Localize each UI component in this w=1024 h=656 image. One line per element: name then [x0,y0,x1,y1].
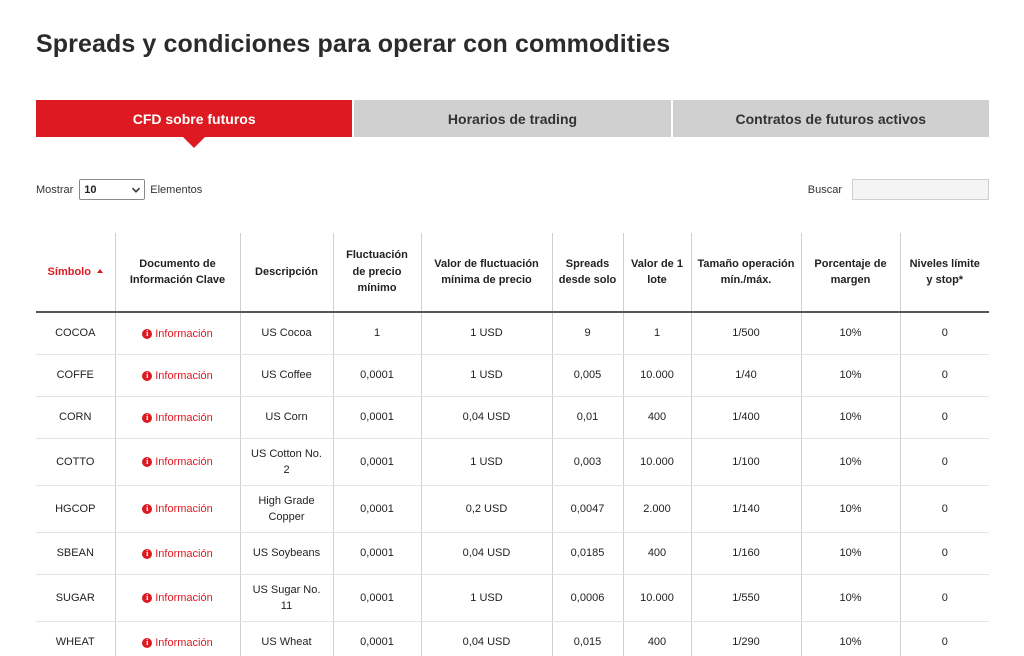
cell-description: US Soybeans [240,532,333,574]
cell-symbol: COTTO [36,438,115,485]
cell-min-fluctuation: 0,0001 [333,532,421,574]
cell-margin: 10% [801,532,900,574]
cell-description: US Wheat [240,621,333,656]
table-row [36,574,989,621]
table-header-row [36,233,989,312]
cell-lot-value: 10.000 [623,354,691,396]
column-header-symbol[interactable]: Símbolo [36,233,115,312]
cell-description: US Coffee [240,354,333,396]
info-link[interactable] [142,635,212,651]
cell-margin: 10% [801,312,900,354]
cell-limit-stop: 0 [900,354,989,396]
cell-trade-size: 1/550 [691,574,801,621]
cell-margin: 10% [801,485,900,532]
cell-lot-value: 400 [623,532,691,574]
table-row [36,621,989,656]
chevron-down-icon [131,185,141,195]
cell-trade-size: 1/160 [691,532,801,574]
cell-min-fluctuation: 0,0001 [333,396,421,438]
table-row [36,485,989,532]
cell-margin: 10% [801,354,900,396]
search-control [808,179,989,200]
cell-description: US Cocoa [240,312,333,354]
cell-symbol: COFFE [36,354,115,396]
table-row [36,396,989,438]
info-link-label: Información [155,327,213,340]
cell-margin: 10% [801,621,900,656]
info-link-label: Información [155,547,213,560]
cell-lot-value: 10.000 [623,438,691,485]
column-header-margin[interactable]: Porcentaje de margen [801,233,900,312]
info-link-label: Información [155,456,213,468]
cell-kid [115,312,240,354]
cell-symbol: HGCOP [36,485,115,532]
cell-spread: 0,015 [552,621,623,656]
table-row [36,532,989,574]
cell-symbol: SBEAN [36,532,115,574]
info-link-label: Información [155,636,213,649]
cell-min-fluctuation: 0,0001 [333,485,421,532]
cell-limit-stop: 0 [900,438,989,485]
cell-symbol: WHEAT [36,621,115,656]
cell-trade-size: 1/140 [691,485,801,532]
cell-trade-size: 1/400 [691,396,801,438]
cell-spread: 0,005 [552,354,623,396]
info-circle-icon: i [142,638,152,648]
cell-margin: 10% [801,574,900,621]
cell-min-fluctuation: 0,0001 [333,354,421,396]
commodities-table [36,233,989,656]
column-header-description[interactable]: Descripción [240,233,333,312]
cell-kid [115,532,240,574]
cell-description: US Sugar No. 11 [240,574,333,621]
cell-fluctuation-value: 0,04 USD [421,396,552,438]
tab-active-futures[interactable]: Contratos de futuros activos [671,100,989,137]
cell-kid [115,574,240,621]
cell-symbol: CORN [36,396,115,438]
cell-kid [115,621,240,656]
cell-kid [115,396,240,438]
info-circle-icon: i [142,371,152,381]
table-row [36,354,989,396]
column-header-min-fluctuation[interactable]: Fluctuación de precio mínimo [333,233,421,312]
info-link[interactable] [142,454,212,470]
info-link-label: Información [155,411,213,424]
show-label: Mostrar [36,183,74,196]
cell-kid [115,354,240,396]
cell-spread: 9 [552,312,623,354]
cell-limit-stop: 0 [900,574,989,621]
cell-min-fluctuation: 0,0001 [333,574,421,621]
search-input[interactable] [852,179,989,200]
info-link[interactable] [142,410,212,426]
info-link[interactable] [142,546,212,562]
info-circle-icon: i [142,504,152,514]
cell-limit-stop: 0 [900,312,989,354]
cell-spread: 0,0006 [552,574,623,621]
info-link[interactable] [142,590,212,606]
cell-description: US Corn [240,396,333,438]
info-circle-icon: i [142,549,152,559]
cell-lot-value: 400 [623,396,691,438]
cell-lot-value: 1 [623,312,691,354]
cell-trade-size: 1/100 [691,438,801,485]
info-link-label: Información [155,592,213,604]
cell-fluctuation-value: 1 USD [421,438,552,485]
info-circle-icon: i [142,457,152,467]
cell-fluctuation-value: 1 USD [421,312,552,354]
cell-trade-size: 1/500 [691,312,801,354]
page-length-control [36,179,202,200]
info-link[interactable] [142,368,212,384]
cell-lot-value: 2.000 [623,485,691,532]
cell-margin: 10% [801,396,900,438]
column-header-trade-size[interactable]: Tamaño operación mín./máx. [691,233,801,312]
tab-cfd-futures[interactable]: CFD sobre futuros [36,100,352,137]
cell-spread: 0,0185 [552,532,623,574]
page-size-value: 10 [84,183,97,196]
cell-kid [115,438,240,485]
table-row [36,438,989,485]
cell-fluctuation-value: 0,04 USD [421,532,552,574]
cell-trade-size: 1/40 [691,354,801,396]
info-circle-icon: i [142,413,152,423]
info-circle-icon: i [142,593,152,603]
cell-description: High Grade Copper [240,485,333,532]
cell-limit-stop: 0 [900,396,989,438]
cell-symbol: SUGAR [36,574,115,621]
search-label: Buscar [807,183,842,196]
tab-bar [36,100,989,137]
info-link[interactable] [142,326,212,342]
cell-lot-value: 10.000 [623,574,691,621]
cell-spread: 0,01 [552,396,623,438]
column-header-limit-stop[interactable]: Niveles límite y stop* [900,233,989,312]
info-link-label: Información [155,369,213,382]
page-title: Spreads y condiciones para operar con commodities [36,30,671,58]
column-header-kid[interactable]: Documento de Información Clave [115,233,240,312]
cell-fluctuation-value: 1 USD [421,574,552,621]
tab-trading-hours[interactable]: Horarios de trading [352,100,670,137]
cell-min-fluctuation: 0,0001 [333,621,421,656]
column-header-lot-value[interactable]: Valor de 1 lote [623,233,691,312]
cell-symbol: COCOA [36,312,115,354]
cell-spread: 0,003 [552,438,623,485]
cell-limit-stop: 0 [900,621,989,656]
sort-ascending-icon [97,269,103,273]
elements-label: Elementos [150,183,203,196]
info-link[interactable] [142,501,212,517]
cell-limit-stop: 0 [900,485,989,532]
table-row [36,312,989,354]
cell-fluctuation-value: 1 USD [421,354,552,396]
column-header-spread[interactable]: Spreads desde solo [552,233,623,312]
cell-limit-stop: 0 [900,532,989,574]
cell-margin: 10% [801,438,900,485]
cell-spread: 0,0047 [552,485,623,532]
cell-kid [115,485,240,532]
cell-min-fluctuation: 1 [333,312,421,354]
page-size-select[interactable] [79,179,145,200]
info-link-label: Información [155,503,213,515]
cell-trade-size: 1/290 [691,621,801,656]
cell-fluctuation-value: 0,04 USD [421,621,552,656]
cell-min-fluctuation: 0,0001 [333,438,421,485]
info-circle-icon: i [142,329,152,339]
cell-description: US Cotton No. 2 [240,438,333,485]
column-header-fluctuation-value[interactable]: Valor de fluctuación mínima de precio [421,233,552,312]
cell-fluctuation-value: 0,2 USD [421,485,552,532]
cell-lot-value: 400 [623,621,691,656]
